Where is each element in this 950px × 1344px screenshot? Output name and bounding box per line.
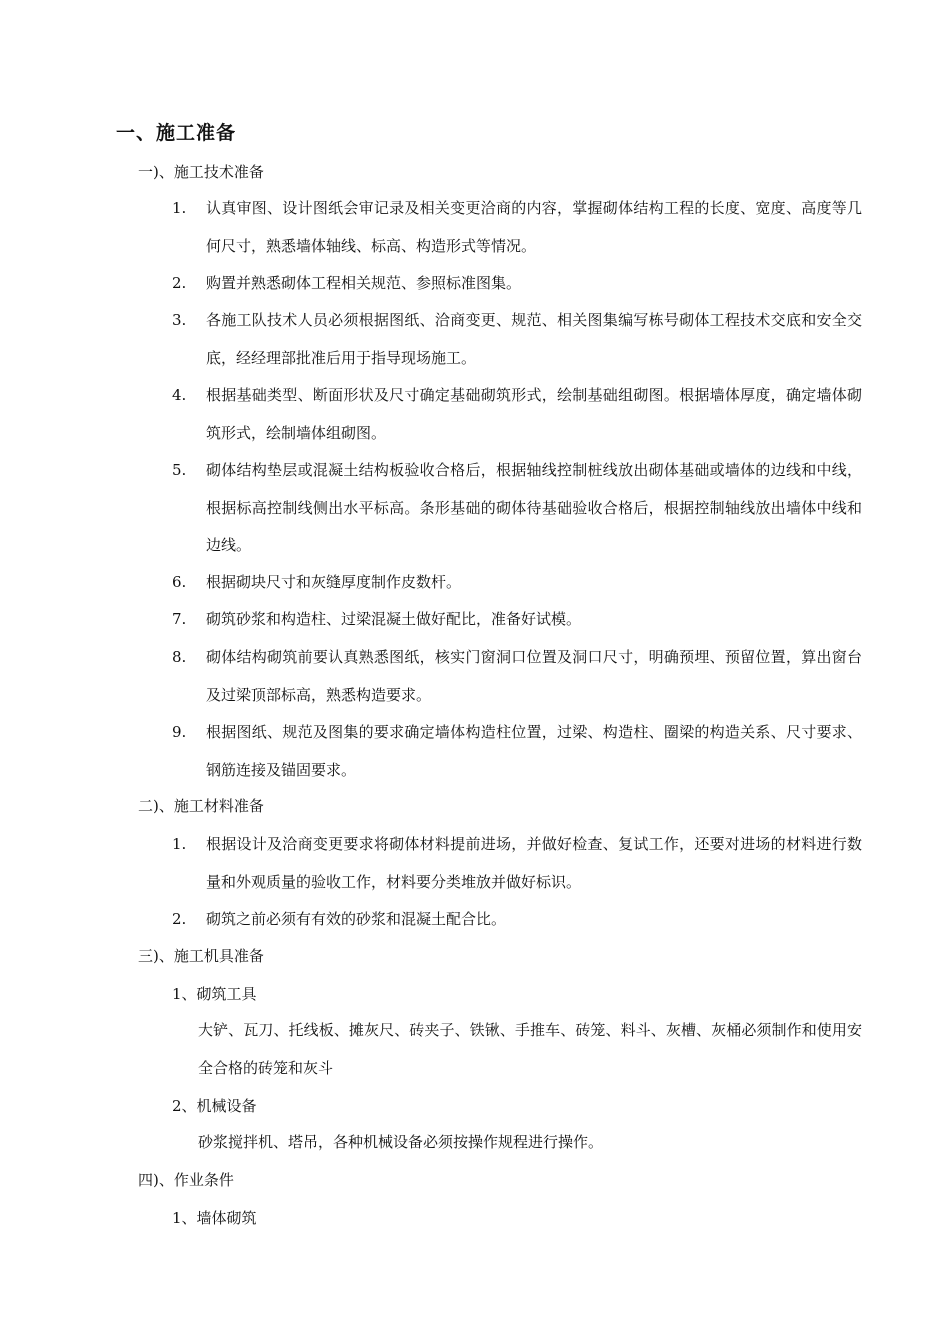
list-text: 根据砌块尺寸和灰缝厚度制作皮数杆。 [206,573,462,591]
list-number: 6. [172,573,187,591]
list-item [172,190,862,265]
chapter-heading: 一、施工准备 [116,122,237,144]
paragraph-machinery: 砂浆搅拌机、塔吊，各种机械设备必须按操作规程进行操作。 [198,1133,604,1151]
list-text: 认真审图、设计图纸会审记录及相关变更洽商的内容，掌握砌体结构工程的长度、宽度、高度等几何尺寸，熟悉墙体轴线、标高、构造形式等情况。 [206,199,862,255]
list-number: 1. [172,199,187,217]
list-number: 2. [172,274,187,292]
section-title-conditions: 四)、作业条件 [138,1171,234,1189]
list-item [172,601,862,639]
list-number: 1. [172,835,187,853]
list-number: 7. [172,610,187,628]
list-number: 2. [172,910,187,928]
list-item [172,639,862,714]
list-number: 9. [172,723,187,741]
section-title-technical: 一)、施工技术准备 [138,163,264,181]
subsection-title-machinery: 2、机械设备 [172,1097,257,1115]
subsection-title-wall-masonry: 1、墙体砌筑 [172,1209,257,1227]
list-item [172,826,862,901]
list-item [172,901,862,939]
list-number: 5. [172,461,187,479]
list-text: 砌体结构垫层或混凝土结构板验收合格后，根据轴线控制桩线放出砌体基础或墙体的边线和中线，根据标高控制线侧出水平标高。条形基础的砌体待基础验收合格后，根据控制轴线放出墙体中线和边线。 [206,461,862,554]
list-text: 根据基础类型、断面形状及尺寸确定基础砌筑形式，绘制基础组砌图。根据墙体厚度，确定墙体砌筑形式，绘制墙体组砌图。 [206,386,862,442]
list-text: 砌筑砂浆和构造柱、过梁混凝土做好配比，准备好试模。 [206,610,582,628]
list-number: 3. [172,311,187,329]
list-item [172,714,862,789]
list-text: 根据图纸、规范及图集的要求确定墙体构造柱位置，过梁、构造柱、圈梁的构造关系、尺寸要求、钢筋连接及锚固要求。 [206,723,862,779]
list-item [172,302,862,377]
subsection-title-masonry-tools: 1、砌筑工具 [172,985,257,1003]
list-text: 各施工队技术人员必须根据图纸、洽商变更、规范、相关图集编写栋号砌体工程技术交底和安全交底，经经理部批准后用于指导现场施工。 [206,311,862,367]
list-item [172,564,862,602]
list-number: 8. [172,648,187,666]
list-text: 购置并熟悉砌体工程相关规范、参照标准图集。 [206,274,522,292]
section-title-tools: 三)、施工机具准备 [138,947,264,965]
list-text: 砌筑之前必须有有效的砂浆和混凝土配合比。 [206,910,507,928]
list-text: 砌体结构砌筑前要认真熟悉图纸，核实门窗洞口位置及洞口尺寸，明确预埋、预留位置，算出窗台及过梁顶部标高，熟悉构造要求。 [206,648,862,704]
list-item [172,377,862,452]
list-item [172,452,862,565]
list-text: 根据设计及洽商变更要求将砌体材料提前进场，并做好检查、复试工作，还要对进场的材料进行数量和外观质量的验收工作，材料要分类堆放并做好标识。 [206,835,862,891]
list-number: 4. [172,386,187,404]
list-item [172,265,862,303]
paragraph-masonry-tools: 大铲、瓦刀、托线板、摊灰尺、砖夹子、铁锹、手推车、砖笼、料斗、灰槽、灰桶必须制作和使用安全合格的砖笼和灰斗 [198,1021,862,1077]
section-title-materials: 二)、施工材料准备 [138,797,264,815]
